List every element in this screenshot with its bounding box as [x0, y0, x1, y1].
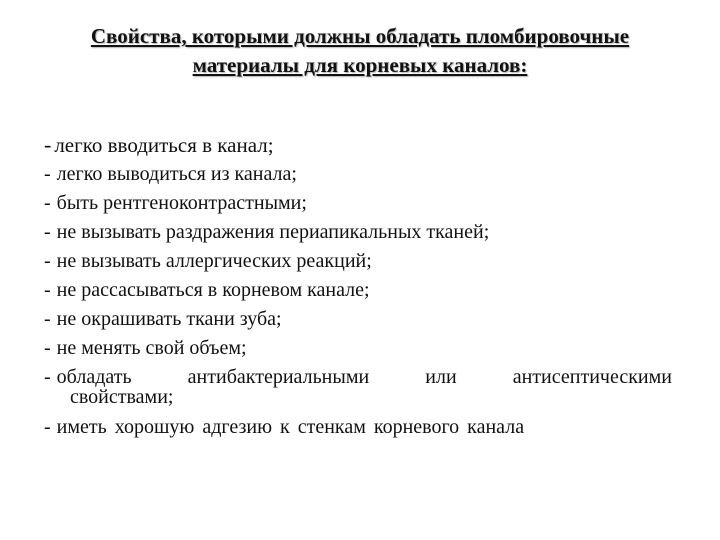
list-item — [44, 413, 674, 442]
list-dash: - — [44, 279, 51, 301]
title-line-1: Свойства, которыми должны обладать пломбировочные — [90, 24, 630, 48]
list-dash: - — [44, 221, 51, 243]
list-item — [44, 189, 674, 218]
list-item-text: свойствами; — [70, 386, 174, 408]
title-line-2: материалы для корневых каналов: — [192, 53, 528, 77]
list-dash: - — [44, 366, 51, 388]
list-item-text: легко вводиться в канал; — [54, 133, 274, 157]
list-dash: - — [44, 308, 51, 330]
list-item — [44, 247, 674, 276]
list-item-text: быть рентгеноконтрастными; — [56, 192, 307, 214]
properties-list — [44, 130, 674, 442]
list-item-text: иметь хорошую адгезию к стенкам корневого канала — [56, 416, 525, 438]
list-item — [44, 218, 674, 247]
list-item — [44, 160, 674, 189]
list-item-text: обладать антибактериальными или антисептическими — [56, 366, 672, 388]
list-item — [44, 305, 674, 334]
list-item-text: не вызывать раздражения периапикальных тканей; — [56, 221, 490, 243]
list-dash: - — [44, 416, 51, 438]
list-item-text: не окрашивать ткани зуба; — [56, 308, 282, 330]
list-dash: - — [44, 192, 51, 214]
list-item — [44, 334, 674, 363]
list-dash: - — [44, 250, 51, 272]
list-item — [44, 276, 674, 305]
list-dash: - — [44, 163, 51, 185]
list-dash: - — [44, 337, 51, 359]
list-dash: - — [44, 132, 52, 157]
list-item-text: не менять свой объем; — [56, 337, 247, 359]
page-title — [40, 22, 680, 80]
list-item-text: не вызывать аллергических реакций; — [56, 250, 372, 272]
list-item — [44, 130, 674, 160]
list-item-text: не рассасываться в корневом канале; — [56, 279, 370, 301]
list-item-text: легко выводиться из канала; — [56, 163, 297, 185]
